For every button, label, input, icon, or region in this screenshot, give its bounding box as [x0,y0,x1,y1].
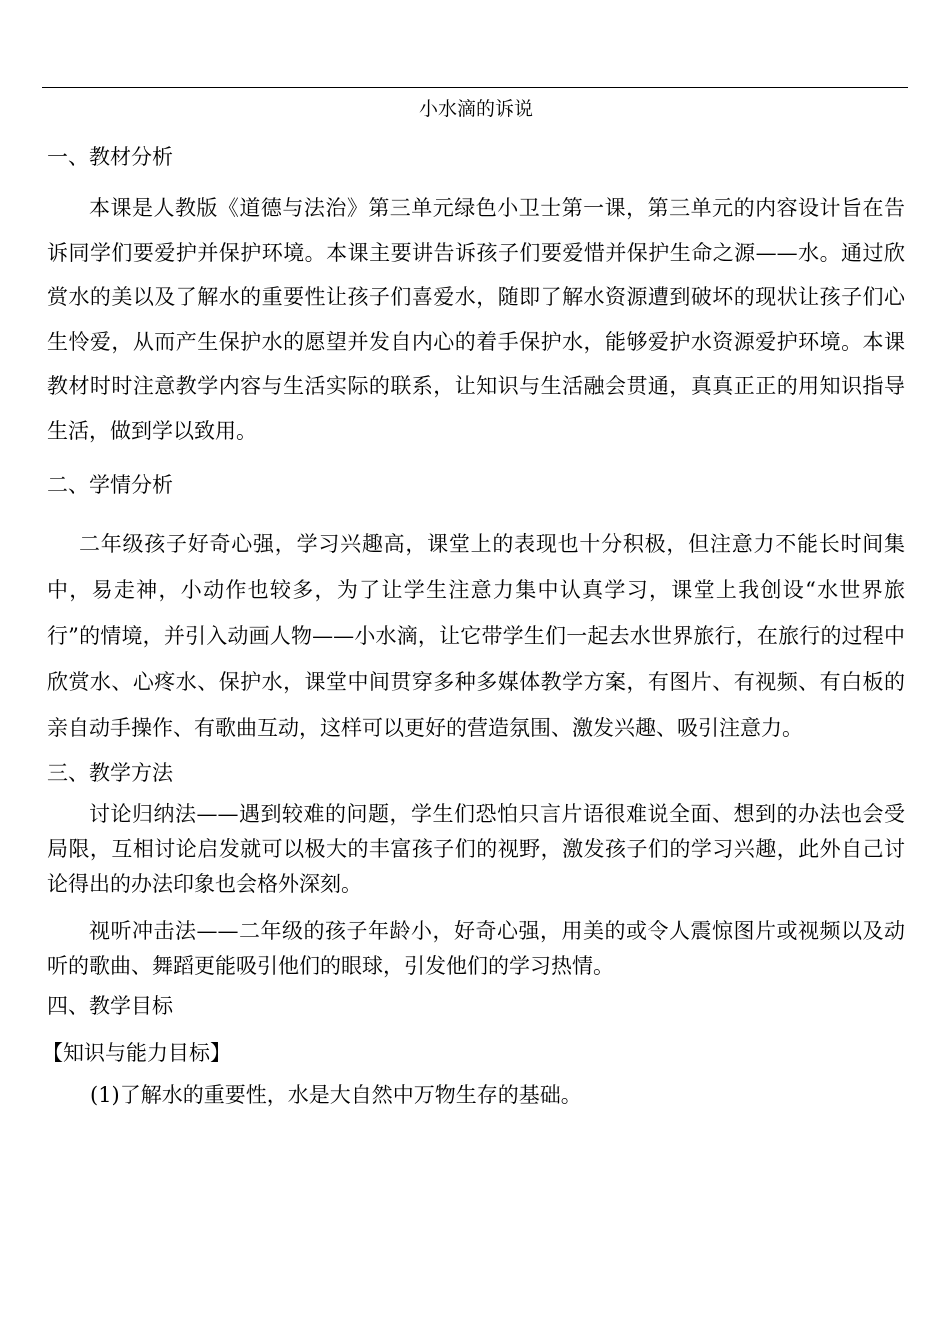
section-heading-textbook-analysis: 一、教材分析 [47,145,173,169]
subheading-knowledge-ability-goals: 【知识与能力目标】 [42,1040,231,1065]
paragraph-audiovisual-method: 视听冲击法——二年级的孩子年龄小，好奇心强，用美的或令人震惊图片或视频以及动听的歌曲、舞蹈更能吸引他们的眼球，引发他们的学习热情。 [47,918,905,978]
section-heading-teaching-objectives: 四、教学目标 [47,993,173,1018]
paragraph-discussion-method: 讨论归纳法——遇到较难的问题，学生们恐怕只言片语很难说全面、想到的办法也会受局限，互相讨论启发就可以极大的丰富孩子们的视野，激发孩子们的学习兴趣，此外自己讨论得出的办法印象也会格外深刻。 [47,801,905,896]
section-heading-teaching-methods: 三、教学方法 [47,760,173,785]
objective-item: (1)了解水的重要性，水是大自然中万物生存的基础。 [90,1082,582,1107]
paragraph-textbook-analysis: 本课是人教版《道德与法治》第三单元绿色小卫士第一课，第三单元的内容设计旨在告诉同学们要爱护并保护环境。本课主要讲告诉孩子们要爱惜并保护生命之源——水。通过欣赏水的美以及了解水的重要性让孩子们喜爱水，随即了解水资源遭到破坏的现状让孩子们心生怜爱，从而产生保护水的愿望并发自内心的着手保护水，能够爱护水资源爱护环境。本课教材时时注意教学内容与生活实际的联系，让知识与生活融会贯通，真真正正的用知识指导生活，做到学以致用。 [47,196,905,443]
document-body [42,95,905,1113]
paragraph-student-analysis: 二年级孩子好奇心强，学习兴趣高，课堂上的表现也十分积极，但注意力不能长时间集中，易走神，小动作也较多，为了让学生注意力集中认真学习，课堂上我创设“水世界旅行”的情境，并引入动画人物——小水滴，让它带学生们一起去水世界旅行，在旅行的过程中欣赏水、心疼水、保护水，课堂中间贯穿多种多媒体教学方案，有图片、有视频、有白板的亲自动手操作、有歌曲互动，这样可以更好的营造氛围、激发兴趣、吸引注意力。 [47,531,905,740]
section-heading-student-analysis: 二、学情分析 [47,472,173,497]
document-title: 小水滴的诉说 [418,98,533,120]
header-rule [42,87,908,88]
